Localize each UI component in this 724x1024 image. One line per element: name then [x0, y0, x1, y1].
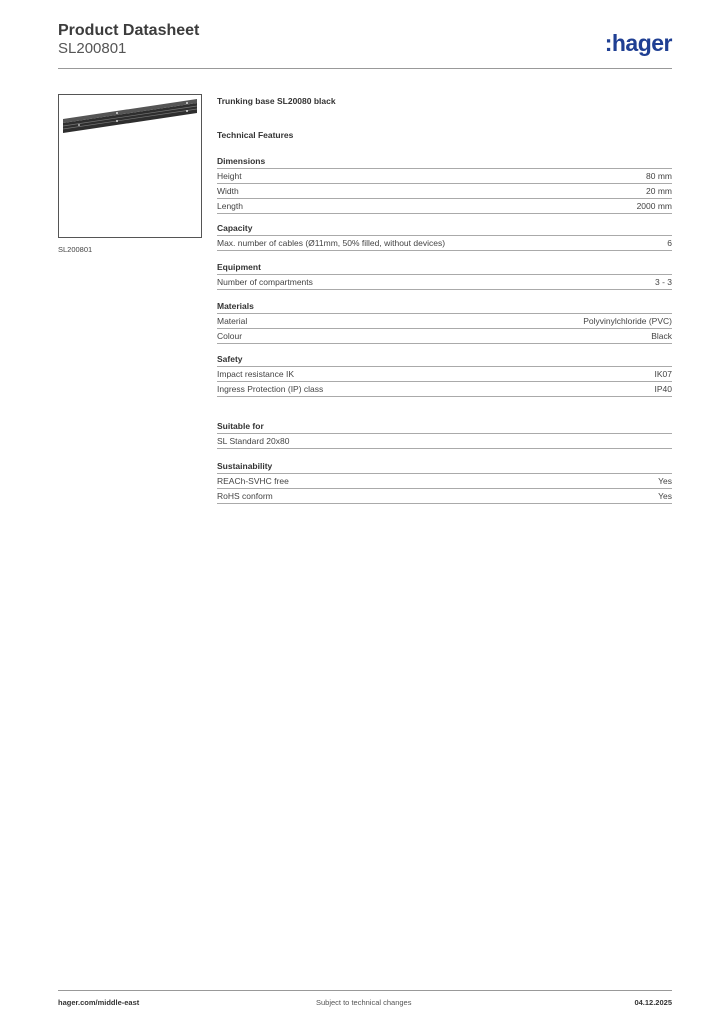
image-caption: SL200801: [58, 245, 93, 254]
section-heading: Dimensions: [217, 155, 672, 169]
spec-row: Width 20 mm: [217, 184, 672, 199]
section-heading: Materials: [217, 300, 672, 314]
section-equipment: [217, 261, 672, 290]
footer-website: hager.com/middle-east: [58, 998, 140, 1007]
spec-row: Impact resistance IK IK07: [217, 367, 672, 382]
spec-row: RoHS conform Yes: [217, 489, 672, 504]
spec-row: Height 80 mm: [217, 169, 672, 184]
footer-notice: Subject to technical changes: [316, 998, 412, 1007]
section-dimensions: [217, 155, 672, 214]
spec-row: SL Standard 20x80: [217, 434, 672, 449]
section-heading: Suitable for: [217, 420, 672, 434]
section-safety: [217, 353, 672, 397]
spec-row: Material Polyvinylchloride (PVC): [217, 314, 672, 329]
spec-row: Length 2000 mm: [217, 199, 672, 214]
footer-date: 04.12.2025: [634, 998, 672, 1007]
section-heading: Capacity: [217, 222, 672, 236]
section-suitable-for: [217, 420, 672, 449]
features-heading: Technical Features: [217, 130, 294, 140]
section-capacity: [217, 222, 672, 251]
product-code: SL200801: [58, 40, 127, 57]
product-title: Trunking base SL20080 black: [217, 96, 336, 106]
section-materials: [217, 300, 672, 344]
header-divider: [58, 68, 672, 69]
spec-row: Colour Black: [217, 329, 672, 344]
spec-row: Ingress Protection (IP) class IP40: [217, 382, 672, 397]
product-image: [58, 94, 202, 238]
section-heading: Sustainability: [217, 460, 672, 474]
footer-divider: [58, 990, 672, 991]
page-title: Product Datasheet: [58, 22, 200, 39]
hager-logo: :hager: [604, 30, 672, 56]
section-heading: Safety: [217, 353, 672, 367]
spec-row: Number of compartments 3 - 3: [217, 275, 672, 290]
section-heading: Equipment: [217, 261, 672, 275]
spec-row: Max. number of cables (Ø11mm, 50% filled, without devices) 6: [217, 236, 672, 251]
spec-row: REACh-SVHC free Yes: [217, 474, 672, 489]
trunking-image: [59, 95, 201, 237]
section-sustainability: [217, 460, 672, 504]
